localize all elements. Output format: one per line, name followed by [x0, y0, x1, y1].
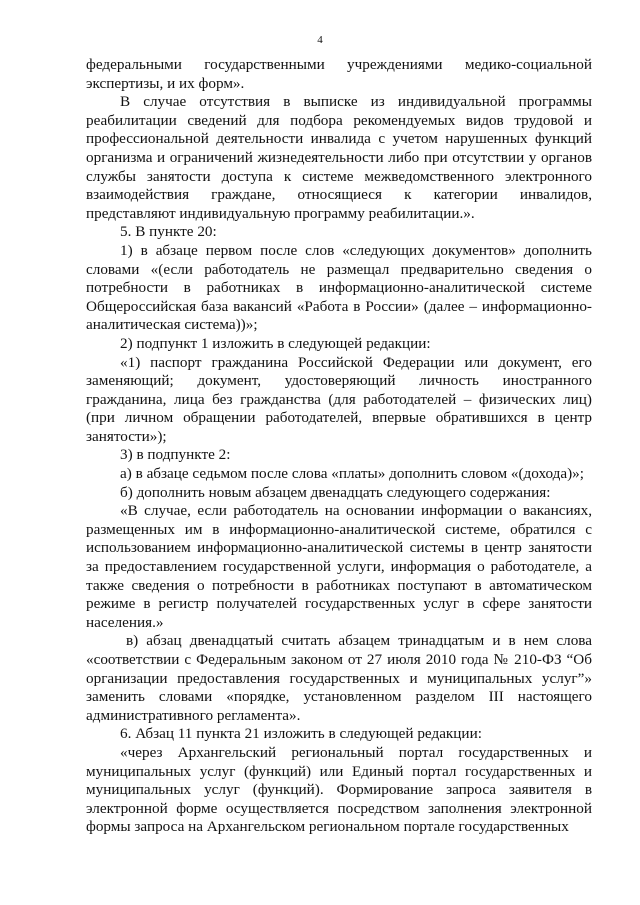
document-body — [86, 56, 592, 837]
paragraph: 2) подпункт 1 изложить в следующей редакции: — [120, 334, 431, 352]
paragraph: 1) в абзаце первом после слов «следующих документов» дополнить словами «(если работодатель не размещал предварительно сведения о потребности в работниках в информационно-аналитической системе Общероссийская база вакансий «Работа в России» (далее – информационно-аналитическая система))»; — [86, 241, 592, 334]
paragraph: б) дополнить новым абзацем двенадцать следующего содержания: — [120, 483, 551, 501]
paragraph: 5. В пункте 20: — [120, 223, 217, 241]
page-number: 4 — [317, 34, 323, 46]
paragraph: а) в абзаце седьмом после слова «платы» дополнить словом «(дохода)»; — [120, 465, 584, 483]
paragraph: «1) паспорт гражданина Российской Федерации или документ, его заменяющий; документ, удостоверяющий личность иностранного гражданина, лица без гражданства (для работодателей – физических лиц) (при личном обращении работодателей, впервые обратившихся в центр занятости»); — [86, 353, 592, 445]
paragraph: 6. Абзац 11 пункта 21 изложить в следующей редакции: — [120, 725, 482, 743]
paragraph: в) абзац двенадцатый считать абзацем тринадцатым и в нем слова «соответствии с Федеральным законом от 27 июля 2010 года № 210-ФЗ “Об организации предоставления государственных и муниципальных услуг”» заменить словами «порядке, установленном разделом III настоящего административного регламента». — [86, 632, 592, 724]
paragraph: 3) в подпункте 2: — [120, 446, 231, 464]
paragraph: федеральными государственными учреждениями медико-социальной экспертизы, и их форм». — [86, 56, 592, 92]
paragraph: «через Архангельский региональный портал государственных и муниципальных услуг (функций) или Единый портал государственных и муниципальных услуг (функций). Формирование запроса заявителя в электронной форме осуществляется посредством заполнения электронной формы запроса на Архангельском региональном портале государственных — [86, 743, 592, 836]
paragraph: В случае отсутствия в выписке из индивидуальной программы реабилитации сведений для подбора рекомендуемых видов трудовой и профессиональной деятельности инвалида с учетом нарушенных функций организма и ограничений жизнедеятельности либо при отсутствии у органов службы занятости доступа к системе межведомственного электронного взаимодействия граждане, относящиеся к категории инвалидов, представляют индивидуальную программу реабилитации.». — [86, 93, 592, 222]
paragraph: «В случае, если работодатель на основании информации о вакансиях, размещенных им в информационно-аналитической системе, обратился с использованием информационно-аналитической системы в центр занятости за предоставлением государственной услуги, информация о работодателе, а также сведения о потребности в работниках поступают в автоматическом режиме в регистр получателей государственных услуг в сфере занятости населения.» — [86, 502, 592, 631]
